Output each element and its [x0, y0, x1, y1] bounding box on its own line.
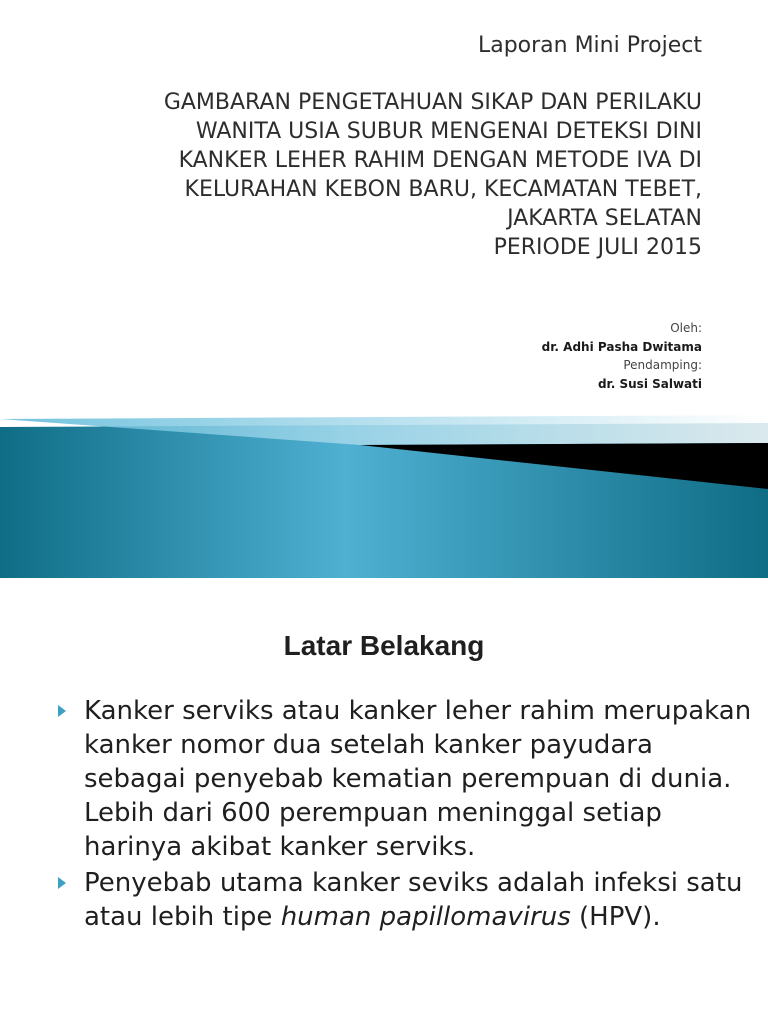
bullet-text: [84, 866, 758, 934]
title-line: KANKER LEHER RAHIM DENGAN METODE IVA DI: [178, 148, 702, 173]
section-heading: Latar Belakang: [283, 630, 485, 661]
bullet-list: [58, 694, 758, 936]
bullet-item: [58, 694, 758, 864]
triangle-bullet-icon: [58, 705, 66, 717]
bullet-text-part: (HPV).: [570, 902, 661, 932]
decorative-band: [0, 405, 768, 578]
triangle-bullet-icon: [58, 877, 66, 889]
oleh-label: Oleh:: [670, 321, 702, 335]
author-name: dr. Adhi Pasha Dwitama: [541, 339, 702, 354]
title-block: [42, 30, 702, 262]
mentor-name: dr. Susi Salwati: [597, 376, 702, 391]
title-line: PERIODE JULI 2015: [493, 235, 702, 260]
bullet-text: Kanker serviks atau kanker leher rahim merupakan kanker nomor dua setelah kanker payudara sebagai penyebab kematian perempuan di dunia. Lebih dari 600 perempuan meninggal setiap harinya akibat kanker serviks.: [84, 696, 752, 862]
bullet-text-part: Penyebab utama kanker seviks adalah infeksi satu atau lebih tipe: [84, 868, 743, 932]
bullet-item: [58, 866, 758, 934]
bullet-italic-term: human papillomavirus: [280, 902, 571, 932]
pendamping-label: Pendamping:: [623, 358, 702, 372]
slide-subtitle: Laporan Mini Project: [477, 33, 702, 58]
content-slide: [0, 578, 768, 1024]
title-line: GAMBARAN PENGETAHUAN SIKAP DAN PERILAKU: [163, 90, 702, 115]
credits: [402, 319, 702, 393]
title-line: JAKARTA SELATAN: [507, 206, 702, 231]
title-line: WANITA USIA SUBUR MENGENAI DETEKSI DINI: [195, 119, 702, 144]
title-line: KELURAHAN KEBON BARU, KECAMATAN TEBET,: [184, 177, 702, 202]
